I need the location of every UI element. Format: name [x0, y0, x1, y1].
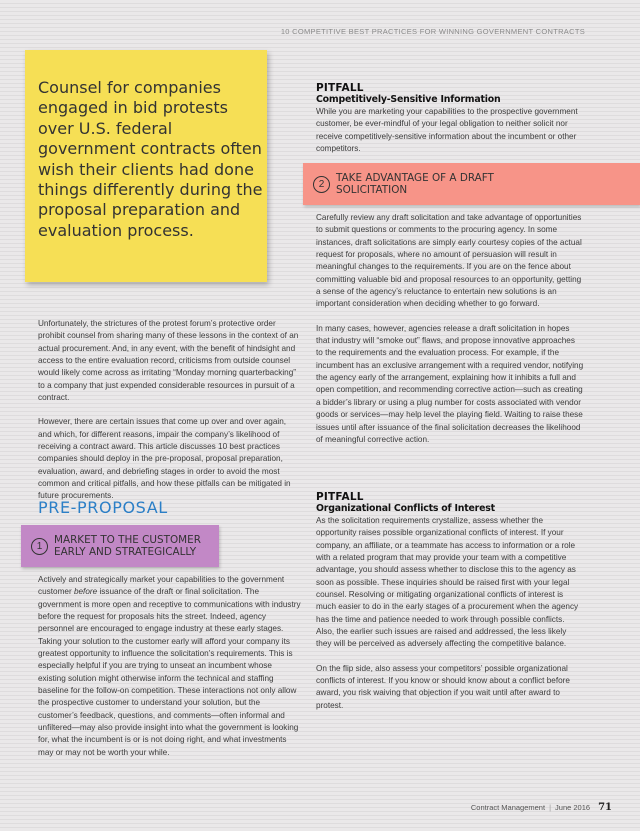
pitfall-1-text: While you are marketing your capabilities to the prospective government customer, be ever-mindful of your legal obligation to neither solicit nor receive competitively-sensitive information about the incumbent or other competitors. [316, 107, 578, 154]
section-heading-pre-proposal: PRE-PROPOSAL [38, 498, 168, 517]
practice-2-body [316, 212, 584, 446]
running-head: 10 COMPETITIVE BEST PRACTICES FOR WINNING GOVERNMENT CONTRACTS [280, 27, 585, 36]
intro-paragraph-2: However, there are certain issues that come up over and over again, and which, for different reasons, impair the company’s likelihood of receiving a contract award. This article discusses 10 best practices companies should deploy in the pre-proposal, proposal preparation, evaluation, award, and debriefing stages in order to avoid the most common and critical pitfalls, and how these pitfalls can be mitigated in future procurements. [38, 417, 291, 501]
practice-1-paragraph [38, 574, 301, 759]
pitfall-1-label: PITFALL [316, 82, 364, 94]
pitfall-2-paragraph-1: As the solicitation requirements crystallize, assess whether the opportunity raises possible organizational conflicts of interest. If your company, an affiliate, or a teammate has access to information or a role with a related program that may provide your team with a competitive advantage, you should assess whether to disclose this to the agency as soon as possible. These inquiries should be raised first with your legal counsel. Resolving or mitigating organizational conflicts of interest is much easier to do in the early stages of a procurement when the agency has the time and patience needed to work through possible conflicts. Also, the earlier such issues are raised and addressed, the less likely they will be perceived as adversely affecting the competitive balance. [316, 516, 579, 649]
page-footer [471, 802, 612, 813]
intro-section [38, 318, 301, 503]
pitfall-2-section [316, 491, 584, 712]
footer-publication: Contract Management [470, 803, 546, 812]
pitfall-2-title: Organizational Conflicts of Interest [316, 503, 495, 514]
intro-paragraph-1: Unfortunately, the strictures of the protest forum’s protective order prohibit counsel from sharing many of these lessons in the context of an actual procurement. And, in any event, with the benefit of hindsight and access to the entire evaluation record, criticisms from outside counsel would likely come across as irritating “Monday morning quarterbacking” to a company that just expended considerable resources in pursuit of a contract. [38, 319, 299, 403]
practice-1-banner [21, 525, 219, 567]
pitfall-1-title: Competitively-Sensitive Information [316, 94, 501, 105]
practice-1-body [38, 574, 301, 759]
pitfall-1-section [316, 82, 584, 155]
practice-2-paragraph-1: Carefully review any draft solicitation and take advantage of opportunities to submit questions or comments to the procuring agency. In some instances, draft solicitations are simply early courtesy copies of the actual request for proposals, where no amount of persuasion will result in meaningful changes to the requirements. If you are on the fence about committing valuable bid and proposal resources to an opportunity, getting a sense of the agency’s reluctance to entertain new solutions is an important consideration when deciding whether to go forward. [316, 213, 582, 309]
pitfall-2-paragraph-2: On the flip side, also assess your competitors’ possible organizational conflicts of interest. If you know or should know about a conflict before award, you risk waiving that objection if you wait until after award to protest. [316, 663, 570, 710]
practice-2-paragraph-2: In many cases, however, agencies release a draft solicitation in hopes that industry will “smoke out” flaws, and propose innovative approaches to the requirements and the evaluation process. For example, if the incumbent has an exclusive arrangement with a required vendor, notifying the agency early of the arrangement, explaining how it inhibits a full and open competition, and recommending corrective action—such as creating a bidder’s library or using a plug number for costs associated with vendor goods or services—may help level the playing field. Waiting to raise these issues until after issuance of the final solicitation decreases the likelihood of meaningful corrective action. [316, 323, 584, 444]
practice-1-text-a: Actively and strategically market your capabilities to the government customer [38, 575, 285, 597]
pull-quote: Counsel for companies engaged in bid protests over U.S. federal government contracts often wish their clients had done things differently during the proposal preparation and evaluation process. [38, 78, 263, 240]
pitfall-2-label: PITFALL [316, 491, 364, 503]
footer-separator: | [549, 803, 552, 812]
practice-2-number: 2 [313, 176, 330, 193]
page-number: 71 [598, 802, 612, 813]
practice-1-number: 1 [31, 538, 48, 555]
practice-1-text-b: issuance of the draft or final solicitation. The government is more open and receptive to communications with industry before the request for proposals hits the street. Indeed, agency personnel are encouraged to engage industry at these early stages. Taking your solution to the customer early will afford your company its greatest opportunity to influence the solicitation’s requirements. This is especially helpful if you are trying to unseat an incumbent whose existing solution might otherwise inform the technical and staffing baseline for the follow-on competition. These interactions not only allow the prospective customer to understand your solution, but the customer’s feedback, questions, and comments—often informal and unfiltered—may also provide insight into what the government is looking for, what the incumbent is or is not doing right, and what investments may or may not be worth your while. [38, 587, 301, 757]
pull-quote-sticky-note [25, 50, 267, 282]
practice-1-text-emphasis: before [73, 587, 98, 597]
footer-date: June 2016 [555, 803, 591, 812]
practice-2-title: TAKE ADVANTAGE OF A DRAFT SOLICITATION [336, 172, 494, 196]
practice-2-banner [303, 163, 640, 205]
practice-1-title: MARKET TO THE CUSTOMER EARLY AND STRATEGICALLY [54, 534, 201, 558]
